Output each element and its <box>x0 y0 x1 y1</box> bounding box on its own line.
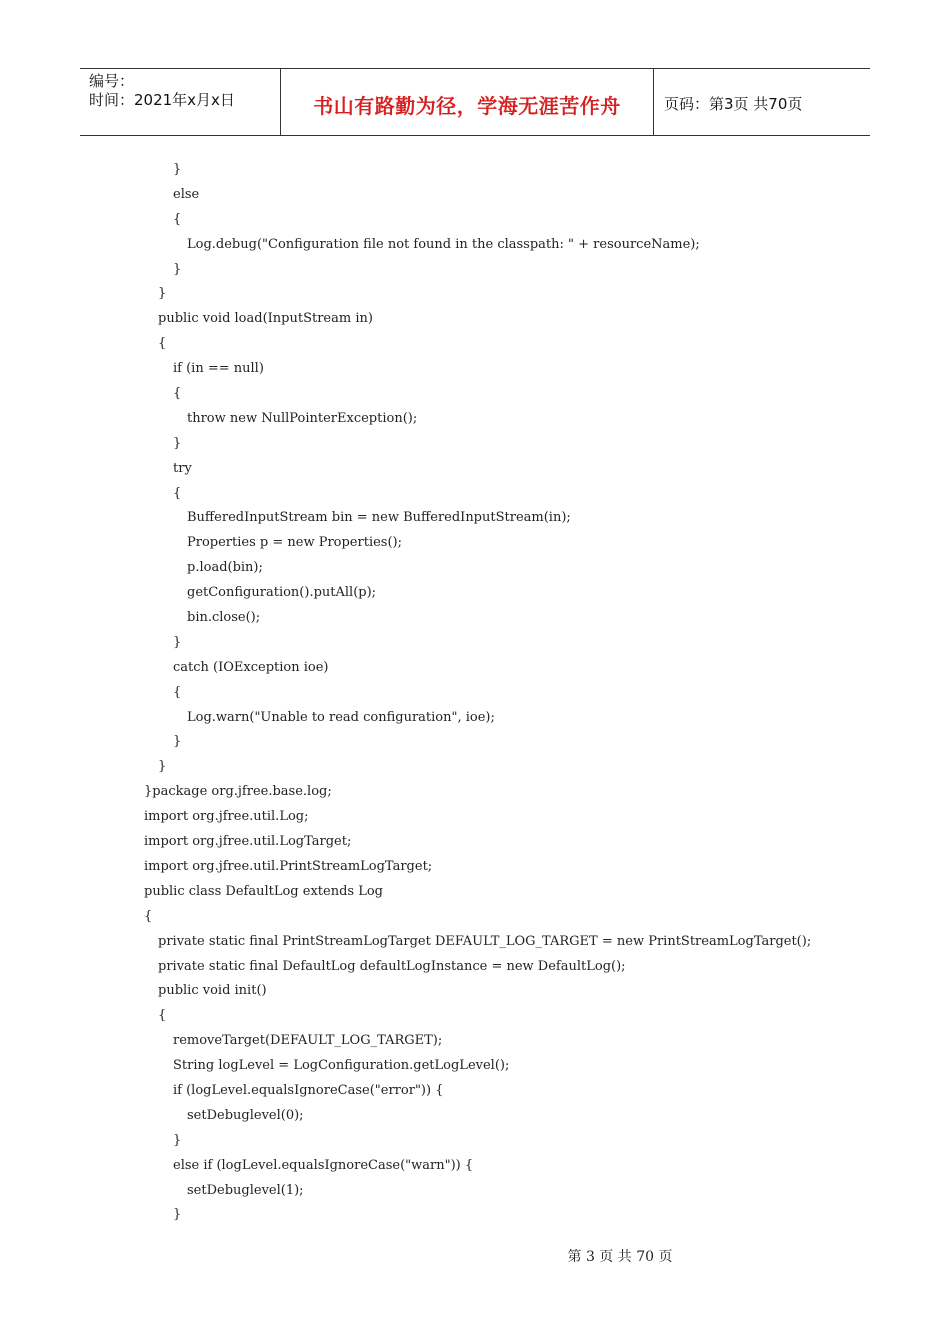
code-line: { <box>173 211 182 227</box>
code-line: } <box>173 162 182 177</box>
code-line: setDebuglevel(0); <box>187 1107 304 1123</box>
header-page-info: 页码：第3页 共70页 <box>664 94 803 113</box>
code-line: import org.jfree.util.Log; <box>144 809 309 825</box>
code-line: { <box>173 386 182 402</box>
header-motto: 书山有路勤为径，学海无涯苦作舟 <box>281 69 654 135</box>
code-line: import org.jfree.util.PrintStreamLogTarget; <box>144 858 433 874</box>
code-line: public class DefaultLog extends Log <box>144 883 383 899</box>
code-line: } <box>173 734 182 750</box>
code-line: throw new NullPointerException(); <box>187 410 418 426</box>
code-line: String logLevel = LogConfiguration.getLogLevel(); <box>173 1058 510 1074</box>
code-line: Properties p = new Properties(); <box>187 535 402 551</box>
code-line: { <box>173 684 182 700</box>
header-meta <box>80 69 281 135</box>
code-line: private static final DefaultLog defaultLogInstance = new DefaultLog(); <box>158 958 626 974</box>
code-line: if (in == null) <box>173 361 264 377</box>
code-line: } <box>173 261 182 277</box>
code-line: import org.jfree.util.LogTarget; <box>144 834 352 850</box>
code-line: { <box>158 1008 167 1024</box>
code-line: public void init() <box>158 983 267 999</box>
code-line: } <box>158 286 167 302</box>
code-line: p.load(bin); <box>187 560 263 576</box>
code-block <box>0 158 950 1228</box>
code-line: try <box>173 460 192 476</box>
code-line: if (logLevel.equalsIgnoreCase("error")) { <box>173 1082 444 1098</box>
code-line: } <box>173 435 182 451</box>
document-date-label: 时间：2021年x月x日 <box>89 91 235 109</box>
code-line: setDebuglevel(1); <box>187 1182 304 1198</box>
code-line: Log.warn("Unable to read configuration", ioe); <box>187 709 495 725</box>
code-line: BufferedInputStream bin = new BufferedInputStream(in); <box>187 510 571 526</box>
code-line: getConfiguration().putAll(p); <box>187 585 377 601</box>
code-line: } <box>173 634 182 650</box>
page-footer: 第 3 页 共 70 页 <box>567 1249 673 1265</box>
code-line: { <box>144 908 153 924</box>
page-header <box>80 68 870 136</box>
code-line: } <box>173 1132 182 1148</box>
document-number-label: 编号： <box>89 72 135 90</box>
code-line: Log.debug("Configuration file not found in the classpath: " + resourceName); <box>187 236 700 252</box>
code-line: public void load(InputStream in) <box>158 311 373 327</box>
code-line: } <box>173 1207 182 1223</box>
code-line: { <box>173 485 182 501</box>
code-line: removeTarget(DEFAULT_LOG_TARGET); <box>173 1033 443 1049</box>
code-line: { <box>158 336 167 352</box>
code-line: catch (IOException ioe) <box>173 659 329 675</box>
code-line: bin.close(); <box>187 610 261 626</box>
code-line: private static final PrintStreamLogTarget DEFAULT_LOG_TARGET = new PrintStreamLogTarget(); <box>158 933 812 949</box>
code-line: else if (logLevel.equalsIgnoreCase("warn")) { <box>173 1157 474 1173</box>
code-line: } <box>158 759 167 775</box>
code-line: else <box>173 186 200 202</box>
code-line: }package org.jfree.base.log; <box>144 784 332 800</box>
